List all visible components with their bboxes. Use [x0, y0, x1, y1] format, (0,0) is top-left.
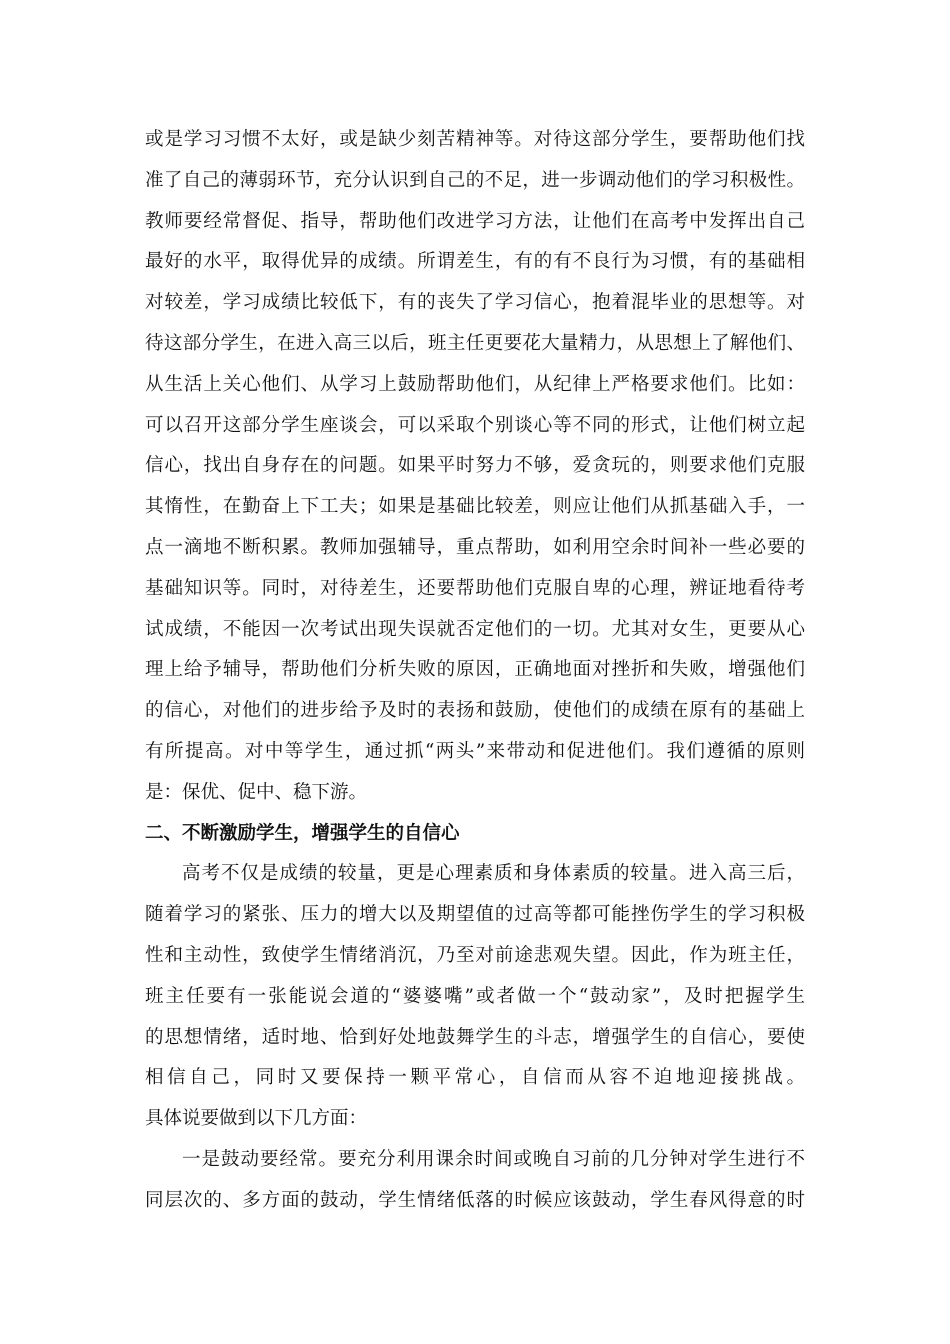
text-line: 或是学习习惯不太好，或是缺少刻苦精神等。对待这部分学生，要帮助他们找	[145, 129, 805, 150]
text-line: 试成绩，不能因一次考试出现失误就否定他们的一切。尤其对女生，更要从心	[145, 618, 805, 640]
text-line: 班主任要有一张能说会道的“婆婆嘴”或者做一个“鼓动家”，及时把握学生	[145, 985, 805, 1007]
text-line: 性和主动性，致使学生情绪消沉，乃至对前途悲观失望。因此，作为班主任，	[145, 944, 805, 966]
text-line: 最好的水平，取得优异的成绩。所谓差生，有的有不良行为习惯，有的基础相	[145, 251, 805, 273]
text-line: 对较差，学习成绩比较低下，有的丧失了学习信心，抱着混毕业的思想等。对	[145, 292, 805, 314]
text-line: 准了自己的薄弱环节，充分认识到自己的不足，进一步调动他们的学习积极性。	[145, 169, 805, 191]
text-line: 同层次的、多方面的鼓动，学生情绪低落的时候应该鼓动，学生春风得意的时	[145, 1189, 805, 1211]
text-line: 相信自己，同时又要保持一颗平常心，自信而从容不迫地迎接挑战。	[145, 1067, 805, 1089]
text-line: 点一滴地不断积累。教师加强辅导，重点帮助，如利用空余时间补一些必要的	[145, 536, 805, 558]
text-line: 从生活上关心他们、从学习上鼓励帮助他们，从纪律上严格要求他们。比如：	[145, 373, 805, 395]
text-line: 理上给予辅导，帮助他们分析失败的原因，正确地面对挫折和失败，增强他们	[145, 659, 805, 681]
text-line: 是：保优、促中、稳下游。	[145, 781, 368, 803]
text-line: 待这部分学生，在进入高三以后，班主任更要花大量精力，从思想上了解他们、	[145, 332, 805, 354]
text-line: 信心，找出自身存在的问题。如果平时努力不够，爱贪玩的，则要求他们克服	[145, 455, 805, 477]
text-line: 有所提高。对中等学生，通过抓“两头”来带动和促进他们。我们遵循的原则	[145, 740, 805, 762]
text-line: 的信心，对他们的进步给予及时的表扬和鼓励，使他们的成绩在原有的基础上	[145, 700, 805, 722]
text-line: 教师要经常督促、指导，帮助他们改进学习方法，让他们在高考中发挥出自己	[145, 210, 805, 232]
text-line: 可以召开这部分学生座谈会，可以采取个别谈心等不同的形式，让他们树立起	[145, 414, 805, 436]
document-body	[145, 120, 805, 1222]
text-line: 的思想情绪，适时地、恰到好处地鼓舞学生的斗志，增强学生的自信心，要使	[145, 1026, 805, 1048]
section-heading: 二、不断激励学生，增强学生的自信心	[145, 822, 460, 844]
text-line: 具体说要做到以下几方面：	[145, 1108, 368, 1130]
text-line: 基础知识等。同时，对待差生，还要帮助他们克服自卑的心理，辨证地看待考	[145, 577, 805, 599]
text-line: 一是鼓动要经常。要充分利用课余时间或晚自习前的几分钟对学生进行不	[182, 1148, 805, 1170]
text-line: 其惰性，在勤奋上下工夫；如果是基础比较差，则应让他们从抓基础入手，一	[145, 496, 805, 518]
text-line: 高考不仅是成绩的较量，更是心理素质和身体素质的较量。进入高三后，	[182, 863, 805, 885]
text-line: 随着学习的紧张、压力的增大以及期望值的过高等都可能挫伤学生的学习积极	[145, 904, 805, 926]
